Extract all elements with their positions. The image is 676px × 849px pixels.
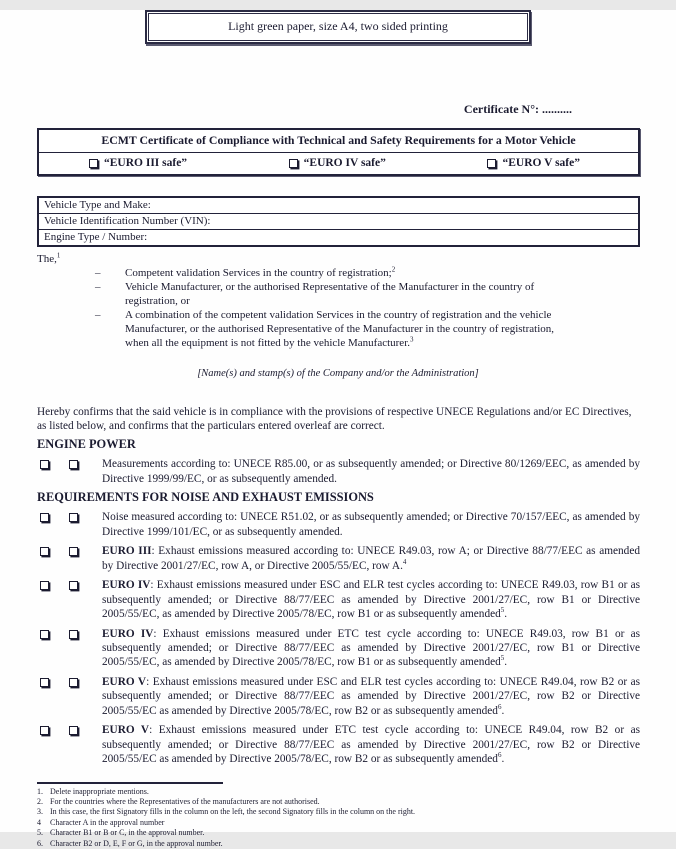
footnote-number: 5. — [37, 828, 43, 838]
checkbox-left-icon[interactable] — [40, 678, 49, 687]
footnote-ref: 1 — [56, 251, 61, 260]
list-item — [37, 309, 640, 351]
requirement-item-euro-v-etc — [37, 723, 640, 766]
stamp-note — [0, 368, 676, 379]
certificate-document-page — [0, 10, 676, 848]
footnote-number: 1. — [37, 786, 43, 796]
section-heading-engine-power: ENGINE POWER — [37, 437, 136, 452]
checkbox-icon[interactable] — [487, 159, 496, 168]
footnote — [37, 828, 640, 838]
checkbox-columns — [37, 675, 102, 718]
footnote-number: 6. — [37, 838, 43, 848]
checkbox-columns — [37, 544, 102, 573]
footnote-text: Delete inappropriate mentions. — [50, 786, 149, 796]
declaration-intro-text: The, — [37, 253, 57, 265]
requirement-text: EURO IV: Exhaust emissions measured under ESC and ELR test cycles according to: UNECE R49.03, row B1 or as subsequently amended; or Directive 88/77/EEC as amended by Directive 2001/27/EC, row B1 or Directive 2005/55/EC, as amended by Directive 2005/78/EC, row B1 or as subsequently amended$^5$. — [102, 579, 640, 621]
option-label: “EURO IV safe” — [303, 157, 386, 169]
requirement-text: Measurements according to: UNECE R85.00, or as subsequently amended; or Directive 80/1269/EEC, as amended by Directive 1999/99/EC, or as subsequently amended. — [102, 458, 640, 485]
option-euro-iv-safe[interactable] — [289, 157, 386, 169]
requirement-text: EURO IV: Exhaust emissions measured under ETC test cycle according to: UNECE R49.03, row B1 or as subsequently amended; or Directive 88/77/EEC as amended by Directive 2001/27/EC, row B1 or Directive 2005/55/EC, as amended by Directive 2005/78/EC, row B1 or as subsequently amended$^5$. — [102, 627, 640, 669]
requirement-text: EURO V: Exhaust emissions measured under ESC and ELR test cycles according to: UNECE R49.04, row B2 or as subsequently amended; or Directive 88/77/EEC as amended by Directive 2001/27/EC, row B2 or Directive 2005/55/EC as amended by Directive 2005/78/EC, row B2 or as subsequently amended$^6$. — [102, 675, 641, 717]
field-label: Vehicle Type and Make: — [44, 199, 151, 211]
footnote — [37, 839, 640, 849]
option-euro-v-safe[interactable] — [487, 157, 580, 169]
checkbox-left-icon[interactable] — [40, 630, 49, 639]
option-label: “EURO V safe” — [502, 157, 580, 169]
list-item — [37, 267, 640, 281]
checkbox-right-icon[interactable] — [69, 678, 78, 687]
certificate-number-label: Certificate N°: .......... — [463, 102, 572, 116]
checkbox-left-icon[interactable] — [40, 513, 49, 522]
footnote — [37, 807, 640, 817]
footnote-text: Character B1 or B or C, in the approval number. — [50, 828, 205, 838]
banner-text: Light green paper, size A4, two sided printing — [228, 19, 448, 33]
vehicle-info-table — [37, 196, 640, 247]
list-item-text: Vehicle Manufacturer, or the authorised Representative of the Manufacturer in the country of registration, or — [125, 280, 535, 307]
requirement-text: EURO III: Exhaust emissions measured according to: UNECE R49.03, row A; or Directive 88/77/EEC as amended by Directive 2001/27/EC, row A, or Directive 2005/55/EC, row A.$^4$ — [102, 545, 640, 572]
footnote-text: For the countries where the Representatives of the manufacturers are not authorised. — [50, 797, 320, 807]
checkbox-left-icon[interactable] — [40, 460, 49, 469]
dash-bullet: – — [95, 280, 101, 293]
footnote-text: In this case, the first Signatory fills in the column on the left, the second Signatory fills in the column on the right. — [50, 807, 416, 817]
checkbox-columns — [37, 627, 102, 670]
footnote-ref: 6 — [497, 703, 502, 712]
footnote-ref: 4 — [402, 557, 407, 566]
footnote-ref: 6 — [497, 751, 502, 760]
footnote-ref: 5 — [500, 654, 505, 663]
checkbox-columns — [37, 723, 102, 766]
certificate-number — [0, 102, 676, 117]
certificate-title: ECMT Certificate of Compliance with Technical and Safety Requirements for a Motor Vehicle — [39, 130, 638, 153]
requirement-item-euro-v-esc — [37, 675, 640, 718]
footnote — [37, 797, 640, 807]
paper-spec-banner — [145, 10, 531, 44]
field-label: Vehicle Identification Number (VIN): — [44, 215, 211, 227]
field-vehicle-type-and-make[interactable] — [39, 198, 638, 214]
field-label: Engine Type / Number: — [44, 231, 148, 243]
stamp-note-text: [Name(s) and stamp(s) of the Company and/or the Administration] — [197, 367, 479, 379]
euro-options-row — [39, 153, 638, 174]
footnote-ref: 3 — [410, 335, 414, 344]
footnotes — [37, 787, 640, 849]
requirement-item — [37, 457, 640, 486]
footnote — [37, 787, 640, 797]
dash-bullet: – — [95, 266, 101, 279]
option-euro-iii-safe[interactable] — [89, 157, 187, 169]
title-table — [37, 128, 640, 176]
checkbox-right-icon[interactable] — [69, 581, 78, 590]
checkbox-right-icon[interactable] — [69, 547, 78, 556]
checkbox-right-icon[interactable] — [69, 630, 78, 639]
requirement-item-euro-iv-esc — [37, 578, 640, 621]
paper-spec-banner-frame — [148, 13, 528, 41]
checkbox-right-icon[interactable] — [69, 726, 78, 735]
list-item — [37, 281, 640, 309]
checkbox-icon[interactable] — [289, 159, 298, 168]
requirement-item-euro-iii — [37, 544, 640, 573]
checkbox-columns — [37, 457, 102, 486]
footnote-separator — [37, 782, 223, 784]
requirement-text: Noise measured according to: UNECE R51.02, or as subsequently amended; or Directive 70/157/EEC, as amended by Directive 1999/101/EC, or as subsequently amended. — [102, 511, 640, 538]
declaration-intro — [37, 253, 640, 267]
footnote-number: 4 — [37, 817, 41, 827]
section-heading-noise-exhaust: REQUIREMENTS FOR NOISE AND EXHAUST EMISSIONS — [37, 490, 374, 505]
field-engine-type-number[interactable] — [39, 230, 638, 245]
checkbox-right-icon[interactable] — [69, 513, 78, 522]
footnote — [37, 818, 640, 828]
declaration-section — [37, 253, 640, 351]
footnote-ref: 5 — [500, 606, 505, 615]
checkbox-icon[interactable] — [89, 159, 98, 168]
confirmation-paragraph: Hereby confirms that the said vehicle is in compliance with the provisions of respective UNECE Regulations and/or EC Directives, as listed below, and confirms that the particulars entered overleaf are correct. — [37, 405, 632, 433]
list-item-text: A combination of the competent validation Services in the country of registration and the vehicle Manufacturer, or the authorised Representative of the Manufacturer in the country of registration, when all the equipment is not fitted by the vehicle Manufacturer.$^3$ — [125, 308, 555, 349]
checkbox-left-icon[interactable] — [40, 581, 49, 590]
footnote-text: Character B2 or D, E, F or G, in the approval number. — [50, 838, 223, 848]
option-label: “EURO III safe” — [104, 157, 188, 169]
checkbox-columns — [37, 510, 102, 539]
footnote-number: 2. — [37, 797, 43, 807]
checkbox-right-icon[interactable] — [69, 460, 78, 469]
footnote-ref: 2 — [391, 265, 396, 274]
dash-bullet: – — [95, 308, 101, 321]
checkbox-columns — [37, 578, 102, 621]
requirement-item-euro-iv-etc — [37, 627, 640, 670]
footnote-text: Character A in the approval number — [50, 817, 165, 827]
footnote-number: 3. — [37, 807, 43, 817]
checkbox-left-icon[interactable] — [40, 726, 49, 735]
requirement-item — [37, 510, 640, 539]
field-vin[interactable] — [39, 214, 638, 230]
checkbox-left-icon[interactable] — [40, 547, 49, 556]
requirement-text: EURO V: Exhaust emissions measured under ETC test cycle according to: UNECE R49.04, row B2 or as subsequently amended; or Directive 88/77/EEC as amended by Directive 2001/27/EC, row B2 or Directive 2005/55/EC as amended by Directive 2005/78/EC, row B2 or as subsequently amended$^6$. — [102, 724, 640, 766]
list-item-text: Competent validation Services in the country of registration;$^2$ — [125, 265, 396, 279]
